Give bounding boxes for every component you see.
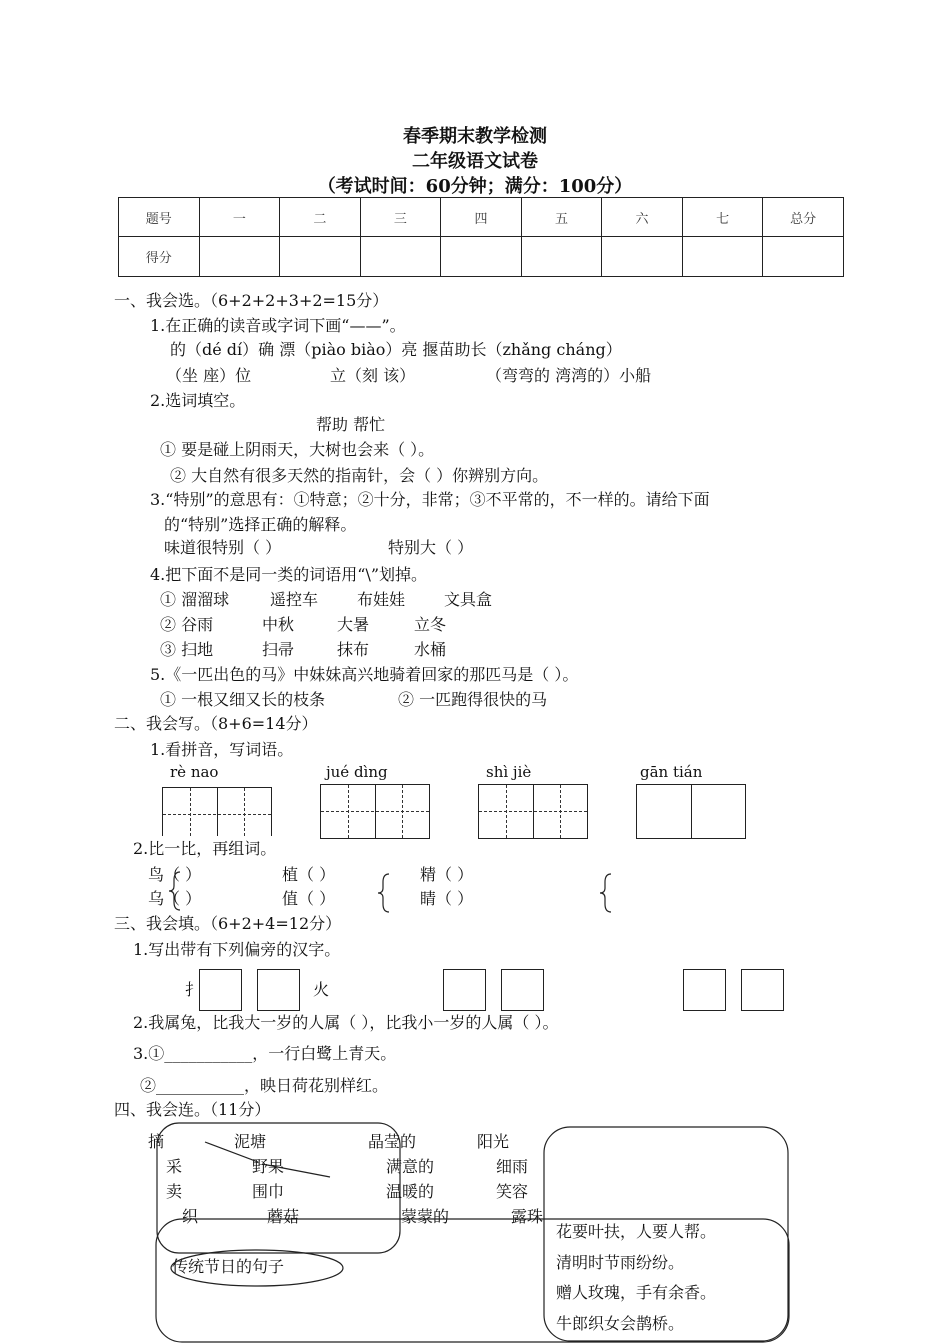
- word-group-box: [544, 1127, 788, 1341]
- word-group-box: [157, 1123, 400, 1253]
- q1-4-word: 抹布: [337, 640, 370, 659]
- score-header-cell: 五: [521, 198, 602, 237]
- q1-4-prompt: 4.把下面不是同一类的词语用“\”划掉。: [150, 565, 428, 584]
- sentence-item[interactable]: 赠人玫瑰，手有余香。: [556, 1283, 717, 1302]
- match-adjective[interactable]: 晶莹的: [368, 1132, 417, 1151]
- match-noun2[interactable]: 细雨: [496, 1157, 529, 1176]
- q1-1-prompt: 1.在正确的读音或字词下画“——”。: [150, 316, 406, 335]
- brace-mark: [600, 874, 611, 912]
- q1-1-option: （坐 座）位: [166, 366, 252, 385]
- compare-item: 精（ ）: [420, 865, 474, 884]
- score-header-cell: 七: [682, 198, 763, 237]
- compare-item: 鸟（ ）: [148, 865, 202, 884]
- match-noun2[interactable]: 露珠: [511, 1207, 544, 1226]
- match-adjective[interactable]: 蒙蒙的: [401, 1207, 450, 1226]
- q1-4-word: ② 谷雨: [160, 615, 214, 634]
- match-noun[interactable]: 野果: [252, 1157, 285, 1176]
- brace-mark: [169, 872, 180, 910]
- q3-3-line-b: ②___________，映日荷花别样红。: [140, 1076, 389, 1095]
- q1-4-word: ① 溜溜球: [160, 590, 230, 609]
- score-header-cell: 三: [360, 198, 441, 237]
- section-4-heading: 四、我会连。（11分）: [114, 1100, 271, 1119]
- q1-4-word: 中秋: [262, 615, 295, 634]
- q1-3-item-a: 味道很特别（ ）: [164, 538, 282, 557]
- match-noun[interactable]: 泥塘: [234, 1132, 267, 1151]
- q2-1-prompt: 1.看拼音，写词语。: [150, 740, 294, 759]
- pinyin-label: gān tián: [640, 763, 703, 781]
- q3-2-prompt: 2.我属兔，比我大一岁的人属（ ），比我小一岁的人属（ ）。: [133, 1013, 559, 1032]
- match-verb[interactable]: 卖: [166, 1182, 183, 1201]
- q3-3-line-a: 3.①___________，一行白鹭上青天。: [133, 1044, 397, 1063]
- match-noun2[interactable]: 笑容: [496, 1182, 529, 1201]
- exam-duration: （考试时间：60分钟；满分：100分）: [317, 176, 633, 197]
- q1-4-word: 大暑: [337, 615, 370, 634]
- q1-3-prompt: 3.“特别”的意思有：①特意；②十分，非常；③不平常的，不一样的。请给下面: [150, 490, 710, 509]
- compare-item: 睛（ ）: [420, 889, 474, 908]
- compare-item: 值（ ）: [282, 889, 336, 908]
- pinyin-label: rè nao: [170, 763, 219, 781]
- pinyin-label: shì jiè: [486, 763, 532, 781]
- exam-subtitle: 二年级语文试卷: [412, 151, 538, 172]
- match-verb[interactable]: 采: [166, 1157, 183, 1176]
- q1-3-prompt-cont: 的“特别”选择正确的解释。: [164, 515, 357, 534]
- q1-2-prompt: 2.选词填空。: [150, 391, 246, 410]
- q1-5-prompt: 5.《一匹出色的马》中妹妹高兴地骑着回家的那匹马是（ ）。: [150, 665, 579, 684]
- q1-4-word: 水桶: [414, 640, 447, 659]
- match-adjective[interactable]: 温暖的: [386, 1182, 435, 1201]
- match-noun[interactable]: 围巾: [252, 1182, 285, 1201]
- score-header-cell: 一: [199, 198, 280, 237]
- radical-label: 扌: [185, 980, 202, 999]
- match-line: [205, 1142, 258, 1162]
- compare-item: 乌（ ）: [148, 889, 202, 908]
- q1-1-option: （弯弯的 湾湾的）小船: [486, 366, 652, 385]
- q1-4-word: 立冬: [414, 615, 447, 634]
- sentence-category-label: 传统节日的句子: [172, 1257, 285, 1276]
- q1-5-option-a: ① 一根又细又长的枝条: [160, 690, 326, 709]
- brace-mark: [378, 874, 389, 912]
- q1-4-word: 扫帚: [262, 640, 295, 659]
- q1-4-word: ③ 扫地: [160, 640, 214, 659]
- q1-5-option-b: ② 一匹跑得很快的马: [398, 690, 548, 709]
- match-verb[interactable]: 织: [182, 1207, 199, 1226]
- pinyin-label: jué dìng: [326, 763, 388, 781]
- q1-1-line1: 的（dé dí）确 漂（piào biào）亮 揠苗助长（zhǎng cháng）: [170, 340, 622, 359]
- q1-1-option: 立（刻 该）: [330, 366, 416, 385]
- section-1-heading: 一、我会选。（6+2+2+3+2=15分）: [114, 291, 389, 310]
- q1-2-item-b: ② 大自然有很多天然的指南针，会（ ）你辨别方向。: [170, 466, 549, 485]
- q3-1-prompt: 1.写出带有下列偏旁的汉字。: [133, 940, 341, 959]
- q1-3-item-b: 特别大（ ）: [388, 538, 474, 557]
- exam-title: 春季期末教学检测: [403, 126, 547, 147]
- connector-box: [156, 1219, 789, 1342]
- q1-4-word: 文具盒: [444, 590, 493, 609]
- sentence-item[interactable]: 清明时节雨纷纷。: [556, 1253, 685, 1272]
- q2-2-prompt: 2.比一比，再组词。: [133, 836, 276, 859]
- score-row-label: 得分: [119, 237, 200, 277]
- q1-2-item-a: ① 要是碰上阴雨天，大树也会来（ ）。: [160, 440, 435, 459]
- radical-label: 火: [313, 980, 330, 999]
- q1-2-words: 帮助 帮忙: [316, 415, 386, 434]
- score-header-cell: 六: [602, 198, 683, 237]
- sentence-item[interactable]: 牛郎织女会鹊桥。: [556, 1314, 685, 1333]
- compare-item: 植（ ）: [282, 865, 336, 884]
- section-2-heading: 二、我会写。（8+6=14分）: [114, 714, 318, 733]
- q1-4-word: 遥控车: [270, 590, 319, 609]
- match-line: [262, 1164, 330, 1177]
- match-noun[interactable]: 蘑菇: [267, 1207, 300, 1226]
- match-verb[interactable]: 摘: [148, 1132, 165, 1151]
- sentence-item[interactable]: 花要叶扶，人要人帮。: [556, 1222, 717, 1241]
- q1-4-word: 布娃娃: [357, 590, 406, 609]
- score-header-cell: 四: [441, 198, 522, 237]
- section-3-heading: 三、我会填。（6+2+4=12分）: [114, 914, 342, 933]
- score-header-cell: 二: [280, 198, 361, 237]
- match-noun2[interactable]: 阳光: [477, 1132, 510, 1151]
- label-oval: [171, 1250, 343, 1286]
- match-adjective[interactable]: 满意的: [386, 1157, 435, 1176]
- score-header-cell: 题号: [119, 198, 200, 237]
- score-header-cell: 总分: [763, 198, 844, 237]
